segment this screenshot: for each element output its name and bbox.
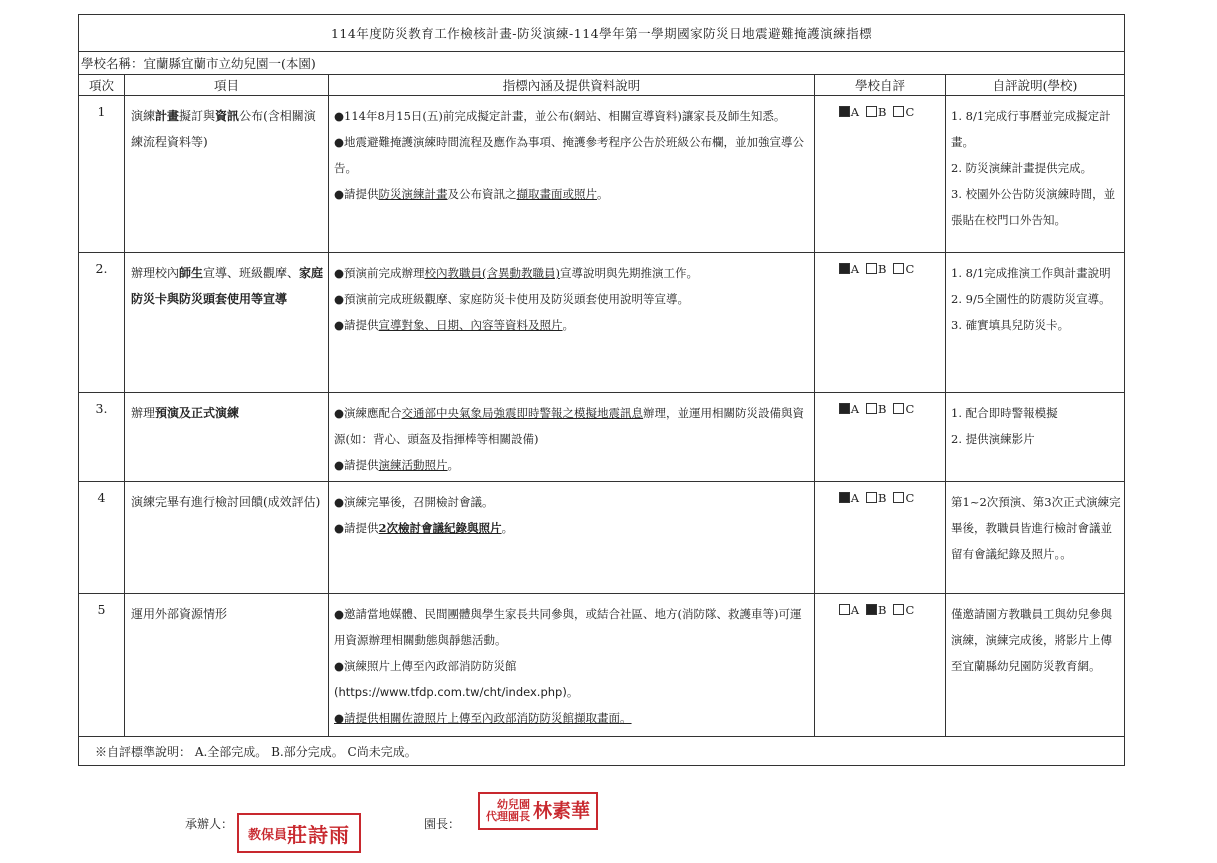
eval-option-label: A [850, 603, 860, 617]
eval-option-label: B [878, 402, 887, 416]
eval-option-label: B [878, 491, 887, 505]
header-eval: 學校自評 [815, 75, 946, 96]
handler-label: 承辦人： [185, 817, 234, 831]
checked-box-icon [839, 492, 850, 503]
row-note: 第1~2次預演、第3次正式演練完畢後，教職員皆進行檢討會議並留有會議紀錄及照片。。 [946, 482, 1125, 594]
director-stamp: 幼兒園 代理園長 林素華 [478, 792, 598, 830]
eval-option-label: C [905, 105, 915, 119]
row-number: 1 [79, 96, 125, 253]
eval-option-a [839, 491, 859, 505]
self-eval [815, 594, 946, 737]
empty-box-icon [866, 403, 877, 414]
eval-option-label: B [878, 262, 887, 276]
row-description: ●預演前完成辦理校內教職員(含異動教職員)宣導說明與先期推演工作。 ●預演前完成班級觀摩、家庭防災卡使用及防災頭套使用說明等宣導。 ●請提供宣導對象、日期、內容等資料及照片。 [329, 253, 815, 393]
eval-option-b [866, 402, 886, 416]
row-item: 演練完畢有進行檢討回饋(成效評估) [125, 482, 329, 594]
eval-option-c [893, 262, 914, 276]
self-eval [815, 253, 946, 393]
empty-box-icon [866, 263, 877, 274]
eval-option-a [839, 402, 859, 416]
table-row [79, 594, 1125, 737]
row-description: ●演練應配合交通部中央氣象局強震即時警報之模擬地震訊息辦理，並運用相關防災設備與資源(如：背心、頭盔及指揮棒等相關設備) ●請提供演練活動照片。 [329, 393, 815, 482]
checklist-sheet [78, 14, 1124, 766]
eval-option-label: A [850, 262, 860, 276]
eval-option-c [893, 402, 914, 416]
document-title: 114年度防災教育工作檢核計畫-防災演練-114學年第一學期國家防災日地震避難掩護演練指標 [79, 15, 1125, 52]
empty-box-icon [893, 403, 904, 414]
header-desc: 指標內涵及提供資料說明 [329, 75, 815, 96]
eval-option-a [839, 262, 859, 276]
row-description: ●114年8月15日(五)前完成擬定計畫，並公布(網站、相關宣導資料)讓家長及師生知悉。 ●地震避難掩護演練時間流程及應作為事項、掩護參考程序公告於班級公布欄，並加強宣導公告。 ●請提供防災演練計畫及公布資訊之擷取畫面或照片。 [329, 96, 815, 253]
table-row [79, 393, 1125, 482]
self-eval [815, 482, 946, 594]
checked-box-icon [839, 263, 850, 274]
eval-option-label: C [905, 603, 915, 617]
eval-option-label: B [878, 603, 887, 617]
row-description: ●邀請當地媒體、民間團體與學生家長共同參與，或結合社區、地方(消防隊、救護車等)可運用資源辦理相關動態與靜態活動。 ●演練照片上傳至內政部消防防災館 (https://www.tfdp.com.tw/cht/index.php)。 ●請提供相關佐證照片上傳至內政部消防防災館擷取畫面。 [329, 594, 815, 737]
school-name: 學校名稱：宜蘭縣宜蘭市立幼兒園一(本園) [79, 52, 1125, 75]
row-note: 1. 8/1完成行事曆並完成擬定計畫。 2. 防災演練計畫提供完成。 3. 校園外公告防災演練時間，並張貼在校門口外告知。 [946, 96, 1125, 253]
eval-option-label: A [850, 402, 860, 416]
empty-box-icon [893, 106, 904, 117]
eval-option-b [866, 262, 886, 276]
eval-option-a [839, 603, 859, 617]
row-number: 4 [79, 482, 125, 594]
eval-option-c [893, 603, 914, 617]
row-number: 3. [79, 393, 125, 482]
evaluation-legend: ※自評標準說明： A.全部完成。 B.部分完成。 C尚未完成。 [79, 737, 1125, 766]
header-item: 項目 [125, 75, 329, 96]
empty-box-icon [866, 492, 877, 503]
director-label: 園長： [424, 817, 461, 831]
row-description: ●演練完畢後，召開檢討會議。 ●請提供2次檢討會議紀錄與照片。 [329, 482, 815, 594]
empty-box-icon [893, 492, 904, 503]
checklist-table [78, 14, 1125, 766]
empty-box-icon [893, 604, 904, 615]
row-item: 辦理預演及正式演練 [125, 393, 329, 482]
self-eval [815, 393, 946, 482]
checked-box-icon [839, 106, 850, 117]
checked-box-icon [839, 403, 850, 414]
eval-option-label: B [878, 105, 887, 119]
row-item: 辦理校內師生宣導、班級觀摩、家庭防災卡與防災頭套使用等宣導 [125, 253, 329, 393]
eval-option-b [866, 603, 886, 617]
table-row [79, 482, 1125, 594]
empty-box-icon [866, 106, 877, 117]
row-note: 1. 8/1完成推演工作與計畫說明 2. 9/5全園性的防震防災宣導。 3. 確實填具兒防災卡。 [946, 253, 1125, 393]
eval-option-label: C [905, 402, 915, 416]
row-note: 僅邀請園方教職員工與幼兒參與演練，演練完成後，將影片上傳至宜蘭縣幼兒園防災教育網。 [946, 594, 1125, 737]
row-number: 2. [79, 253, 125, 393]
eval-option-label: A [850, 105, 860, 119]
eval-option-c [893, 105, 914, 119]
table-row [79, 253, 1125, 393]
empty-box-icon [839, 604, 850, 615]
handler-stamp: 教保員 莊詩雨 [237, 813, 361, 853]
header-no: 項次 [79, 75, 125, 96]
eval-option-label: C [905, 491, 915, 505]
eval-option-b [866, 105, 886, 119]
table-row [79, 96, 1125, 253]
header-row [79, 75, 1125, 96]
row-item: 運用外部資源情形 [125, 594, 329, 737]
eval-option-b [866, 491, 886, 505]
eval-option-a [839, 105, 859, 119]
header-note: 自評說明(學校) [946, 75, 1125, 96]
row-note: 1. 配合即時警報模擬 2. 提供演練影片 [946, 393, 1125, 482]
checked-box-icon [866, 604, 877, 615]
eval-option-c [893, 491, 914, 505]
eval-option-label: C [905, 262, 915, 276]
row-number: 5 [79, 594, 125, 737]
self-eval [815, 96, 946, 253]
row-item: 演練計畫擬訂與資訊公布(含相關演練流程資料等) [125, 96, 329, 253]
empty-box-icon [893, 263, 904, 274]
eval-option-label: A [850, 491, 860, 505]
